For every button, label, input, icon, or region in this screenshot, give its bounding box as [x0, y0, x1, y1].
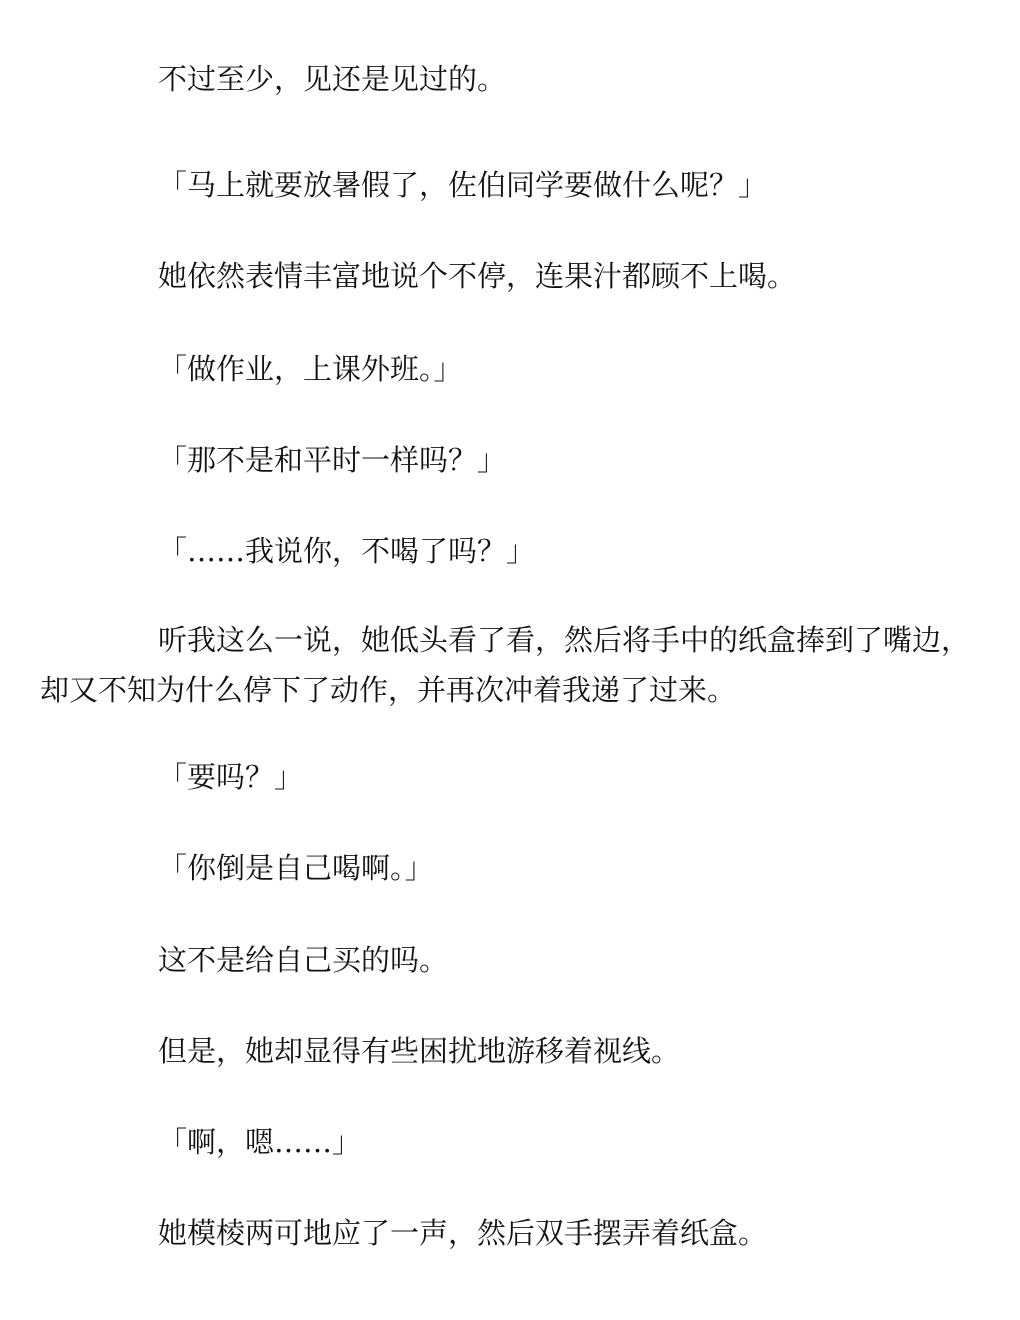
- paragraph-5: 「那不是和平时一样吗？」: [158, 443, 507, 477]
- paragraph-2: 「马上就要放暑假了，佐伯同学要做什么呢？」: [158, 168, 768, 202]
- paragraph-7: 听我这么一说，她低头看了看，然后将手中的纸盒捧到了嘴边，却又不知为什么停下了动作，并再次冲着我递了过来。: [40, 623, 971, 707]
- paragraph-3: 她依然表情丰富地说个不停，连果汁都顾不上喝。: [158, 259, 797, 293]
- paragraph-6: 「……我说你，不喝了吗？」: [158, 534, 536, 568]
- paragraph-13: 她模棱两可地应了一声，然后双手摆弄着纸盒。: [158, 1216, 768, 1250]
- paragraph-1: 不过至少，见还是见过的。: [158, 62, 507, 96]
- paragraph-10: 这不是给自己买的吗。: [158, 943, 449, 977]
- paragraph-12: 「啊，嗯……」: [158, 1125, 362, 1159]
- paragraph-9: 「你倒是自己喝啊。」: [158, 851, 434, 885]
- paragraph-8: 「要吗？」: [158, 760, 304, 794]
- paragraph-4: 「做作业，上课外班。」: [158, 352, 463, 386]
- paragraph-11: 但是，她却显得有些困扰地游移着视线。: [158, 1034, 681, 1068]
